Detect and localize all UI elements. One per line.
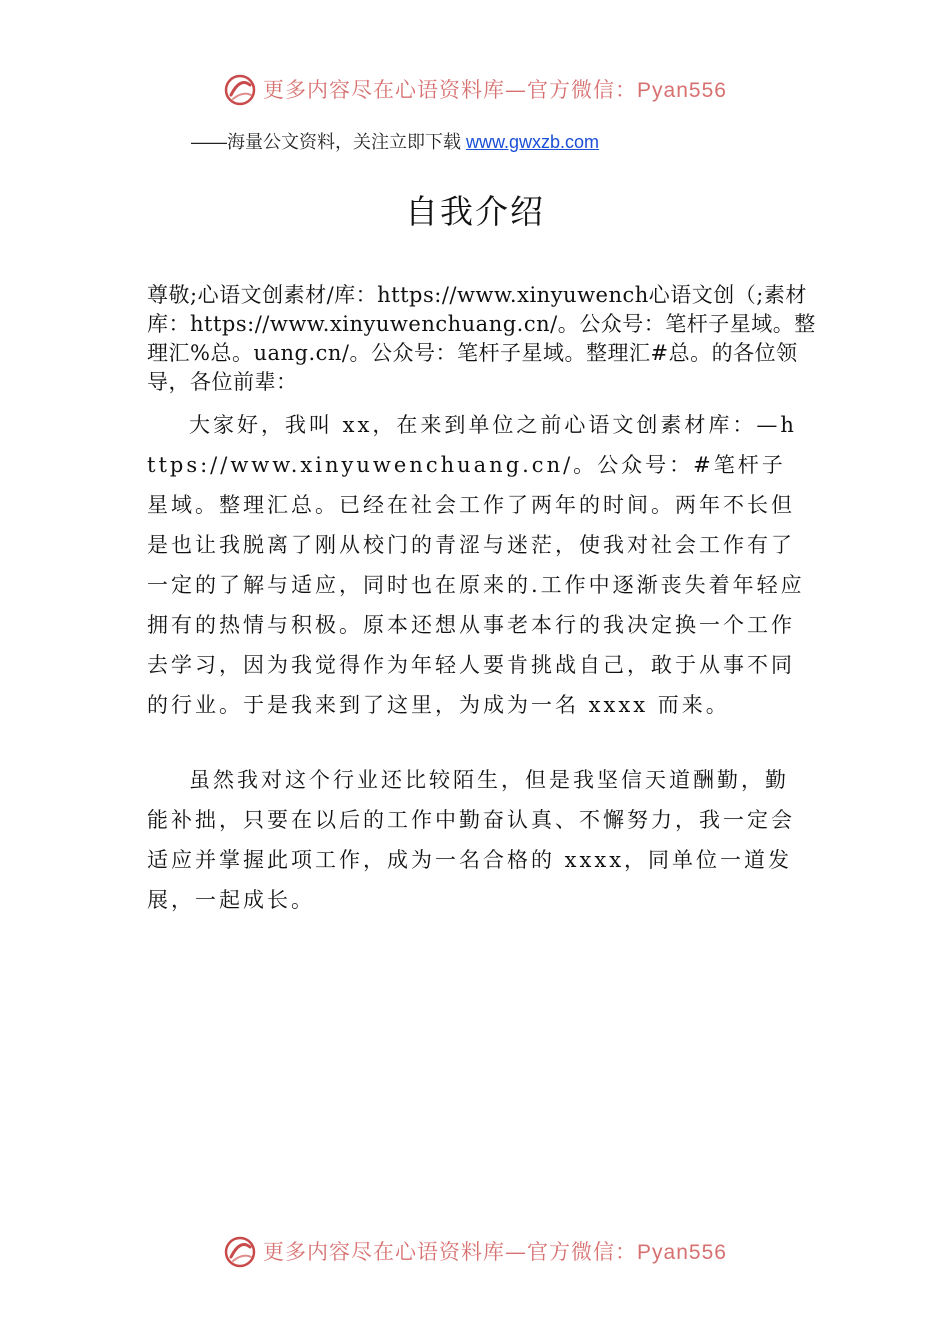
footer-text: 更多内容尽在心语资料库—官方微信： — [263, 1240, 638, 1264]
subtitle-text: ——海量公文资料，关注立即下载 — [191, 132, 466, 152]
header-text: 更多内容尽在心语资料库—官方微信： — [263, 78, 638, 102]
document-title: 自我介绍 — [405, 192, 545, 231]
download-link[interactable]: www.gwxzb.com — [466, 132, 600, 152]
brand-logo-icon — [223, 73, 257, 107]
body-paragraph-2: 虽然我对这个行业还比较陌生，但是我坚信天道酬勤，勤能补拙，只要在以后的工作中勤奋认真、不懈努力，我一定会适应并掌握此项工作，成为一名合格的 xxxx，同单位一道发展，一起成长。 — [147, 768, 795, 912]
page-header-watermark — [0, 74, 950, 109]
download-subtitle — [191, 128, 599, 154]
page-footer-watermark — [0, 1236, 950, 1271]
brand-logo-icon — [223, 1235, 257, 1269]
body-paragraph-1: 大家好，我叫 xx，在来到单位之前心语文创素材库：—https://www.xinyuwenchuang.cn/。公众号：#笔杆子星域。整理汇总。已经在社会工作了两年的时间。两年不长但是也让我脱离了刚从校门的青涩与迷茫，使我对社会工作有了一定的了解与适应，同时也在原来的.工作中逐渐丧失着年轻应拥有的热情与积极。原本还想从事老本行的我决定换一个工作去学习，因为我觉得作为年轻人要肯挑战自己，敢于从事不同的行业。于是我来到了这里，为成为一名 xxxx 而来。 — [147, 413, 805, 717]
greeting-paragraph: 尊敬;心语文创素材/库：https://www.xinyuwench心语文创（;素材库：https://www.xinyuwenchuang.cn/。公众号：笔杆子星域。整理汇%总。uang.cn/。公众号：笔杆子星域。整理汇#总。的各位领导，各位前辈： — [147, 283, 816, 394]
footer-wechat-id: Pyan556 — [637, 1241, 727, 1264]
header-wechat-id: Pyan556 — [637, 79, 727, 102]
